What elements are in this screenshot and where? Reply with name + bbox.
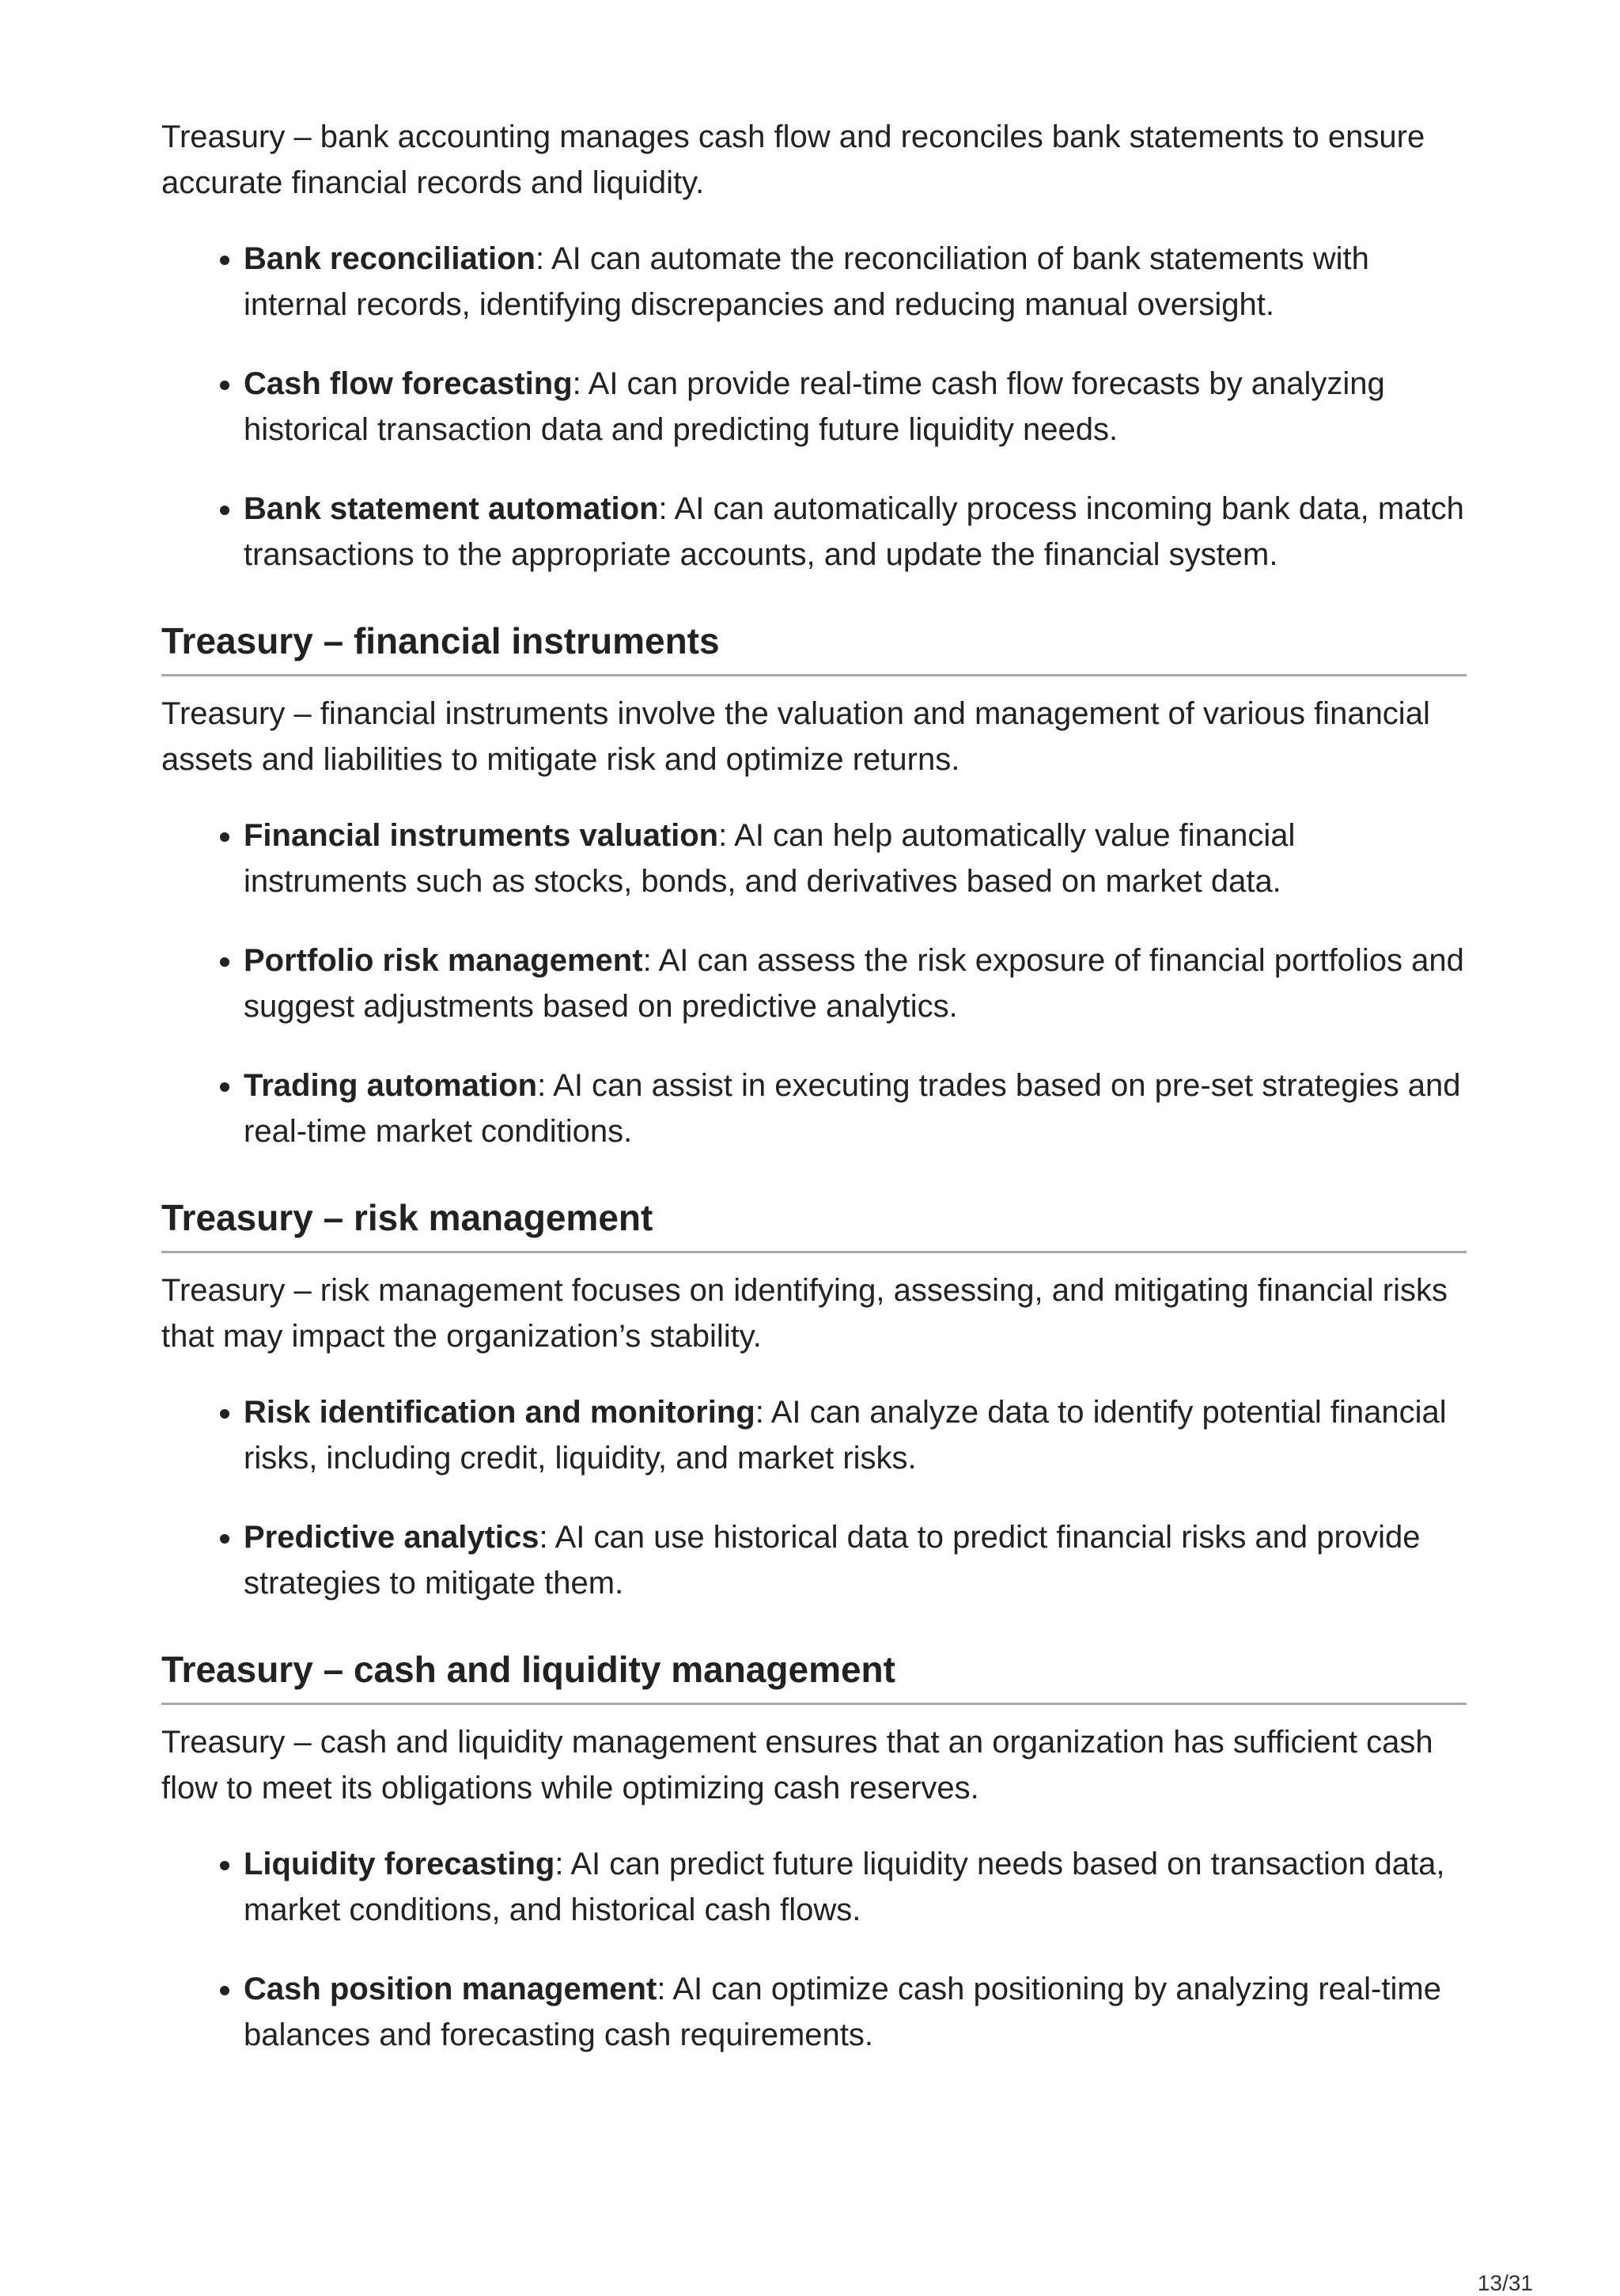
list-item-desc: : AI can analyze data to identify potential financial risks, including credit, liquidity, and market risks. xyxy=(244,1395,1447,1476)
list-item-term: Financial instruments valuation xyxy=(244,818,719,853)
section-heading-cash-liquidity: Treasury – cash and liquidity management xyxy=(161,1647,1467,1705)
list-item xyxy=(244,1389,1467,1481)
list-item xyxy=(244,1966,1467,2058)
list-item-desc: : AI can help automatically value financial instruments such as stocks, bonds, and derivatives based on market data. xyxy=(244,818,1296,899)
list-item xyxy=(244,1063,1467,1154)
list-item-term: Bank statement automation xyxy=(244,491,659,526)
list-item-term: Bank reconciliation xyxy=(244,241,536,276)
list-item xyxy=(244,1841,1467,1933)
section-heading-risk-management: Treasury – risk management xyxy=(161,1195,1467,1253)
list-item xyxy=(244,361,1467,453)
list-item-desc: : AI can predict future liquidity needs based on transaction data, market conditions, and historical cash flows. xyxy=(244,1847,1445,1927)
list-item-desc: : AI can assist in executing trades based on pre-set strategies and real-time market conditions. xyxy=(244,1068,1461,1149)
list-item xyxy=(244,813,1467,904)
section-bullet-list xyxy=(161,1389,1467,1606)
intro-bullet-list xyxy=(161,236,1467,578)
list-item-desc: : AI can automatically process incoming bank data, match transactions to the appropriate accounts, and update the financial system. xyxy=(244,491,1464,572)
list-item-term: Trading automation xyxy=(244,1068,538,1103)
section-paragraph: Treasury – financial instruments involve the valuation and management of various financial assets and liabilities to mitigate risk and optimize returns. xyxy=(161,696,1430,777)
list-item-desc: : AI can optimize cash positioning by analyzing real-time balances and forecasting cash requirements. xyxy=(244,1972,1441,2052)
page-number: 13/31 xyxy=(1477,2271,1533,2295)
list-item xyxy=(244,938,1467,1029)
section-paragraph: Treasury – cash and liquidity management ensures that an organization has sufficient cash flow to meet its obligations while optimizing cash reserves. xyxy=(161,1725,1433,1805)
list-item xyxy=(244,486,1467,578)
list-item-term: Cash position management xyxy=(244,1972,657,2006)
list-item-term: Risk identification and monitoring xyxy=(244,1395,755,1430)
section-bullet-list xyxy=(161,813,1467,1154)
list-item-desc: : AI can automate the reconciliation of bank statements with internal records, identifying discrepancies and reducing manual oversight. xyxy=(244,241,1369,322)
list-item-term: Portfolio risk management xyxy=(244,943,643,978)
section-paragraph: Treasury – risk management focuses on identifying, assessing, and mitigating financial risks that may impact the organization’s stability. xyxy=(161,1273,1448,1354)
document-page xyxy=(161,114,1467,2058)
section-bullet-list xyxy=(161,1841,1467,2058)
intro-paragraph: Treasury – bank accounting manages cash flow and reconciles bank statements to ensure accurate financial records and liquidity. xyxy=(161,119,1425,200)
list-item xyxy=(244,1514,1467,1606)
list-item-term: Liquidity forecasting xyxy=(244,1847,555,1881)
list-item-desc: : AI can use historical data to predict financial risks and provide strategies to mitigate them. xyxy=(244,1520,1421,1601)
list-item-term: Cash flow forecasting xyxy=(244,366,573,401)
list-item-desc: : AI can provide real-time cash flow forecasts by analyzing historical transaction data and predicting future liquidity needs. xyxy=(244,366,1385,447)
list-item-desc: : AI can assess the risk exposure of financial portfolios and suggest adjustments based on predictive analytics. xyxy=(244,943,1464,1024)
section-heading-financial-instruments: Treasury – financial instruments xyxy=(161,619,1467,676)
list-item-term: Predictive analytics xyxy=(244,1520,539,1555)
list-item xyxy=(244,236,1467,328)
